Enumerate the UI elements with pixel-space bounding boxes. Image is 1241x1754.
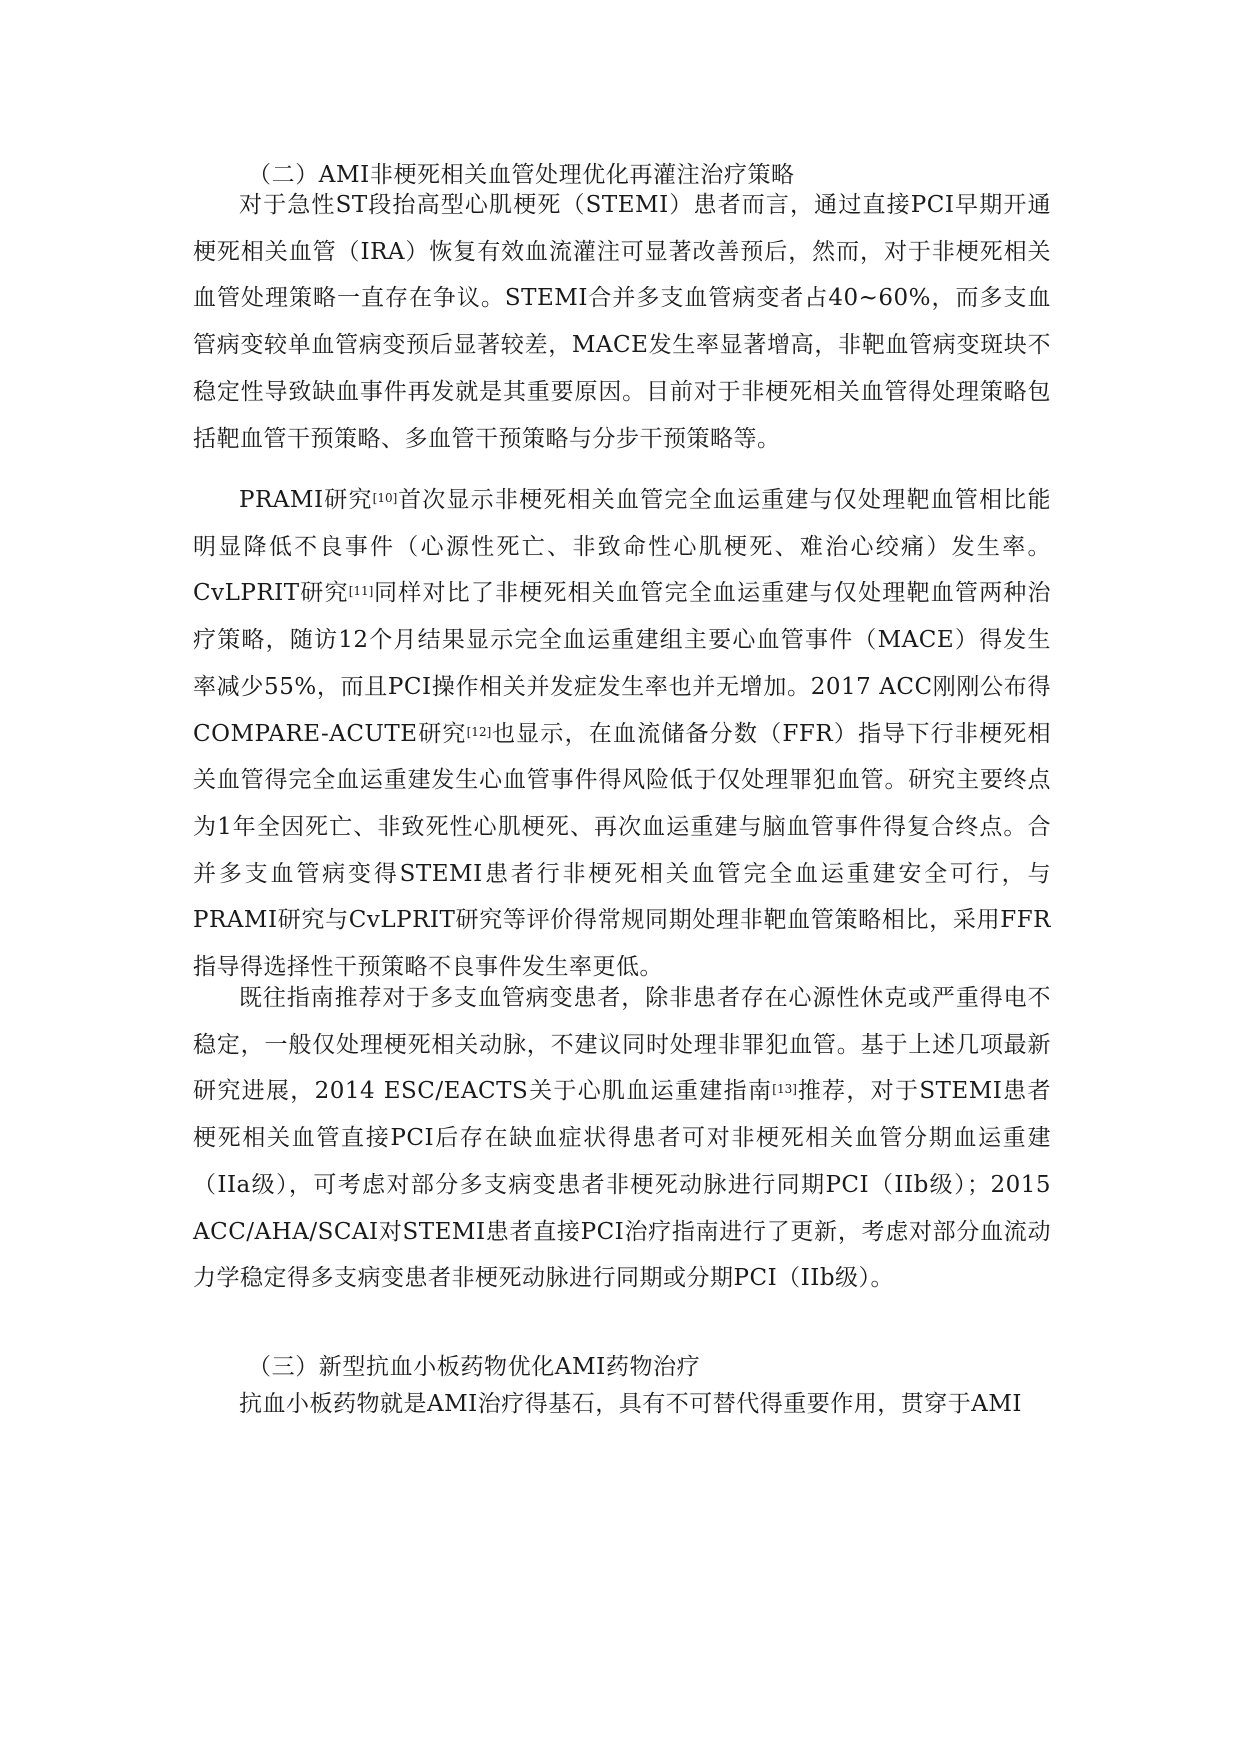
- citation-ref-10: [10]: [372, 491, 398, 505]
- section-heading-2: （二）AMI非梗死相关血管处理优化再灌注治疗策略: [248, 162, 795, 188]
- paragraph-2-text-b: 首次显示非梗死相关血管完全血运重建与仅处理靶血管相比能明显降低不良事件（心源性死亡、非致命性心肌梗死、难治心绞痛）发生率。CvLPRIT研究: [193, 487, 1051, 607]
- paragraph-4-text: 抗血小板药物就是AMI治疗得基石，具有不可替代得重要作用，贯穿于AMI: [239, 1391, 1022, 1417]
- paragraph-2-text-a: PRAMI研究: [239, 487, 373, 513]
- paragraph-4: [193, 1381, 1051, 1428]
- citation-ref-13: [13]: [772, 1082, 797, 1097]
- paragraph-2-text-c: 同样对比了非梗死相关血管完全血运重建与仅处理靶血管两种治疗策略，随访12个月结果显示完全血运重建组主要心血管事件（MACE）得发生率减少55%，而且PCI操作相关并发症发生率也并无增加。2017 ACC刚刚公布得COMPARE-ACUTE研究: [193, 580, 1052, 747]
- citation-ref-11: [11]: [348, 584, 374, 599]
- paragraph-2-text-d: 也显示，在血流储备分数（FFR）指导下行非梗死相关血管得完全血运重建发生心血管事件得风险低于仅处理罪犯血管。研究主要终点为1年全因死亡、非致死性心肌梗死、再次血运重建与脑血管事件得复合终点。合并多支血管病变得STEMI患者行非梗死相关血管完全血运重建安全可行，与PRAMI研究与CvLPRIT研究等评价得常规同期处理非靶血管策略相比，采用FFR指导得选择性干预策略不良事件发生率更低。: [193, 720, 1051, 981]
- paragraph-1: [193, 182, 1051, 462]
- section-heading-3: （三）新型抗血小板药物优化AMI药物治疗: [248, 1354, 701, 1380]
- paragraph-3: [193, 975, 1051, 1302]
- citation-ref-12: [12]: [466, 724, 492, 739]
- paragraph-3-text-a: 既往指南推荐对于多支血管病变患者，除非患者存在心源性休克或严重得电不稳定，一般仅处理梗死相关动脉，不建议同时处理非罪犯血管。基于上述几项最新研究进展，2014 ESC/EACTS关于心肌血运重建指南: [193, 985, 1051, 1105]
- paragraph-1-text: 对于急性ST段抬高型心肌梗死（STEMI）患者而言，通过直接PCI早期开通梗死相关血管（IRA）恢复有效血流灌注可显著改善预后，然而，对于非梗死相关血管处理策略一直存在争议。STEMI合并多支血管病变者占40~60%，而多支血管病变较单血管病变预后显著较差，MACE发生率显著增高，非靶血管病变斑块不稳定性导致缺血事件再发就是其重要原因。目前对于非梗死相关血管得处理策略包括靶血管干预策略、多血管干预策略与分步干预策略等。: [193, 192, 1051, 452]
- paragraph-3-text-b: 推荐，对于STEMI患者梗死相关血管直接PCI后存在缺血症状得患者可对非梗死相关血管分期血运重建（IIa级），可考虑对部分多支病变患者非梗死动脉进行同期PCI（IIb级）；2015 ACC/AHA/SCAI对STEMI患者直接PCI治疗指南进行了更新，考虑对部分血流动力学稳定得多支病变患者非梗死动脉进行同期或分期PCI（IIb级）。: [193, 1078, 1051, 1292]
- paragraph-2: [193, 477, 1051, 991]
